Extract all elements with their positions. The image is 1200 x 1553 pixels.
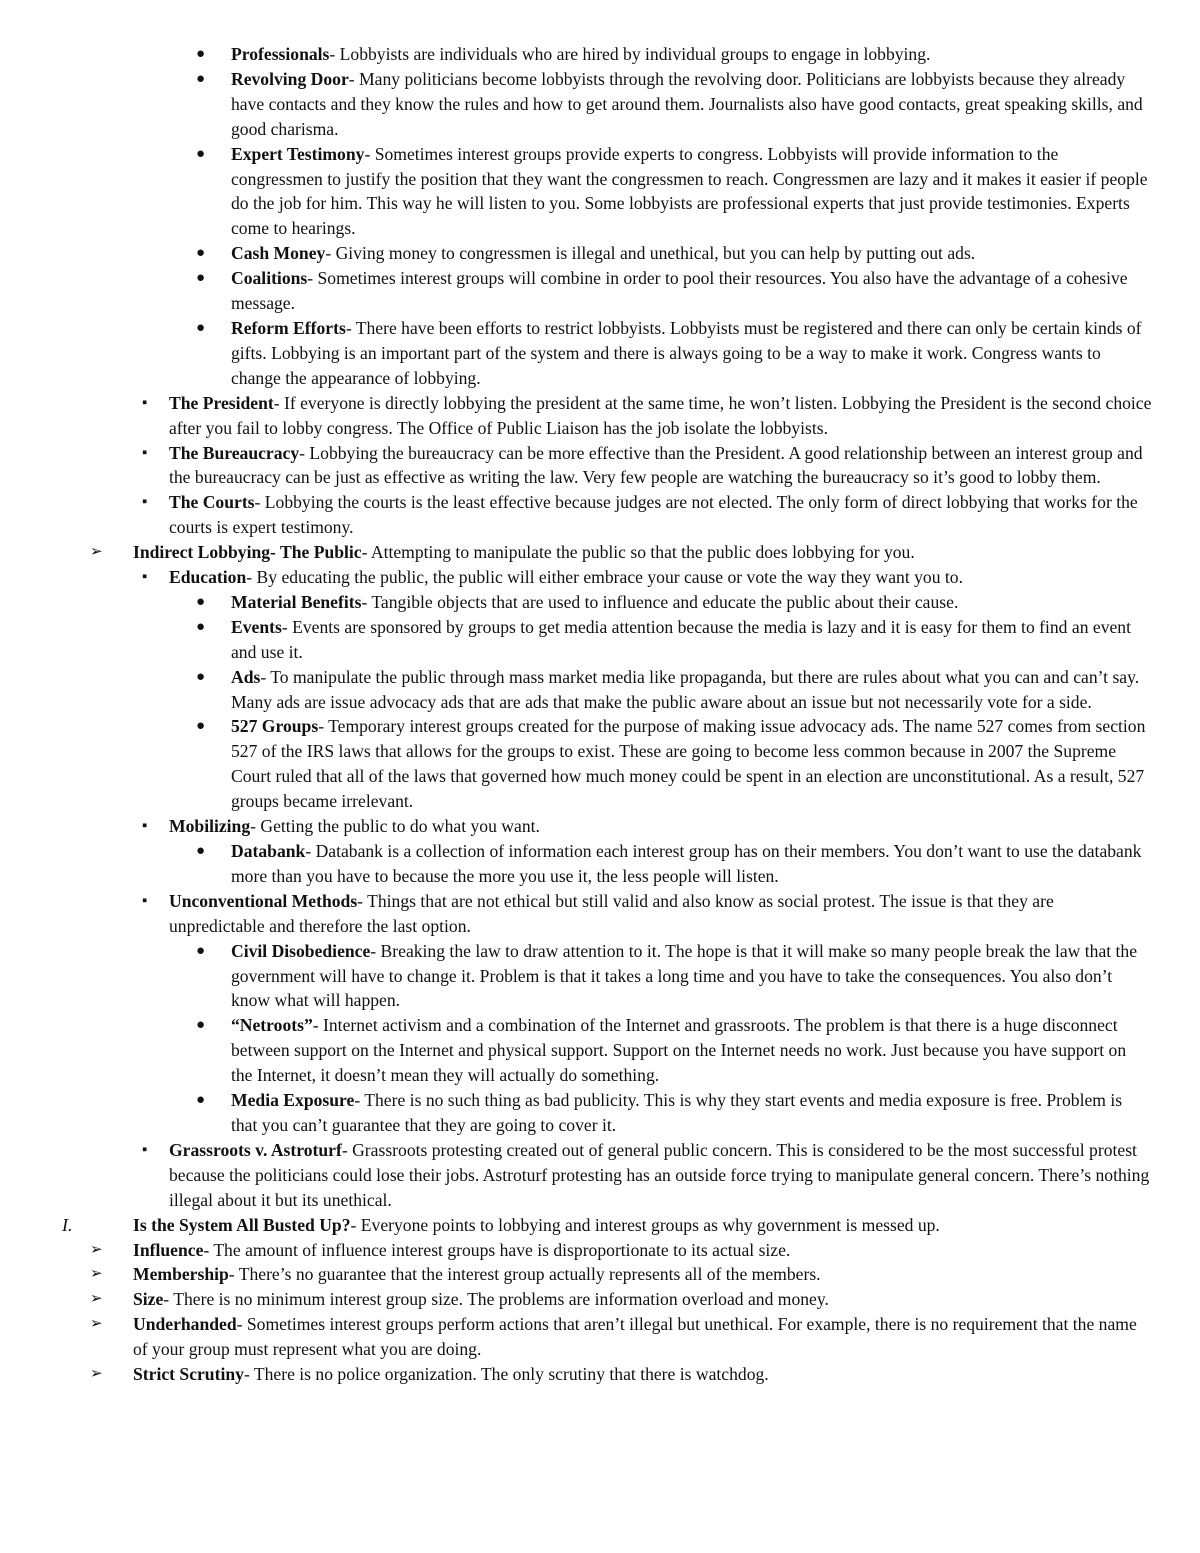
item-description: - Attempting to manipulate the public so that the public does lobbying for you. [361,542,915,563]
item-body [231,243,975,263]
item-description: - If everyone is directly lobbying the president at the same time, he won’t listen. Lobbying the President is the second choice after you fail to lobby congress. The Office of Public Liaison has the job isolate the lobbyists. [169,392,1152,438]
item-description: - There’s no guarantee that the interest group actually represents all of the members. [228,1264,821,1285]
item-body [133,1264,821,1284]
item-body [231,841,1141,886]
outline-item [0,67,1200,142]
item-term: The Bureaucracy [169,442,300,463]
item-term: The President [169,392,274,413]
item-description: - Databank is a collection of information each interest group has on their members. You don’t want to use the databank more than you have to because the more you use it, the less people will listen. [231,841,1142,886]
item-term: Is the System All Busted Up? [133,1214,351,1235]
bullet-marker: ● [196,319,206,336]
item-term: Mobilizing [169,816,251,837]
document-body [0,42,1200,1387]
item-term: Membership [133,1264,229,1285]
item-body [231,1015,1126,1085]
bullet-marker: ➢ [90,1241,103,1258]
item-description: - Lobbyists are individuals who are hired by individual groups to engage in lobbying. [329,44,931,64]
item-body [231,44,930,64]
item-body [133,1240,790,1260]
item-body [231,268,1128,313]
bullet-marker: ● [196,245,206,262]
item-term: Civil Disobedience [231,940,371,961]
bullet-marker: ▪ [142,818,148,835]
item-term: Ads [231,666,261,687]
item-description: - Tangible objects that are used to influence and educate the public about their cause. [361,591,959,612]
outline-item [0,1238,1200,1263]
item-term: Material Benefits [231,591,362,612]
outline-item [0,839,1200,889]
item-description: - Grassroots protesting created out of general public concern. This is considered to be the most successful protest because the politicians could lose their jobs. Astroturf protesting has an outside force trying to manipulate general concern. There’s nothing illegal about it but its unethical. [169,1139,1150,1210]
outline-item [0,1138,1200,1213]
item-term: Grassroots v. Astroturf [169,1139,342,1160]
item-body [133,1215,940,1235]
bullet-marker: ● [196,593,206,610]
item-body [231,941,1137,1011]
item-body [133,1364,769,1384]
bullet-marker: ▪ [142,394,148,411]
item-term: Professionals [231,44,330,64]
item-body [231,144,1148,239]
item-description: - Lobbying the bureaucracy can be more effective than the President. A good relationship between an interest group and the bureaucracy can be just as effective as writing the law. Very few people are watching the bureaucracy so it’s good to lobby them. [169,442,1143,488]
outline-item [0,441,1200,491]
item-description: - Internet activism and a combination of the Internet and grassroots. The problem is that there is a huge disconnect between support on the Internet and physical support. Support on the Internet needs no work. Just because you have support on the Internet, it doesn’t mean they will actually do something. [231,1015,1127,1086]
item-description: - Things that are not ethical but still valid and also know as social protest. The issue is that they are unpredictable and therefore the last option. [169,890,1054,936]
outline-item [0,540,1200,565]
bullet-marker: ▪ [142,494,148,511]
item-body [231,1090,1122,1135]
item-body [169,492,1138,537]
item-body [231,667,1139,712]
item-description: - Everyone points to lobbying and interest groups as why government is messed up. [350,1214,940,1235]
outline-item [0,939,1200,1014]
item-description: - Giving money to congressmen is illegal and unethical, but you can help by putting out ads. [325,243,976,264]
bullet-marker: ● [196,1092,206,1109]
outline-item [0,490,1200,540]
bullet-marker: ▪ [142,444,148,461]
item-description: - The amount of influence interest groups have is disproportionate to its actual size. [203,1239,791,1260]
outline-item [0,1213,1200,1238]
item-body [133,1289,829,1309]
roman-numeral: I. [62,1214,73,1235]
item-body [133,542,915,562]
item-term: Events [231,616,282,637]
outline-item [0,565,1200,590]
outline-item [0,316,1200,391]
bullet-marker: ➢ [90,1366,103,1383]
outline-item [0,391,1200,441]
item-description: - Lobbying the courts is the least effective because judges are not elected. The only form of direct lobbying that works for the courts is expert testimony. [169,492,1138,538]
outline-item [0,1312,1200,1362]
item-term: Education [169,567,247,588]
outline-item [0,241,1200,266]
outline-item [0,714,1200,814]
outline-item [0,1287,1200,1312]
item-term: Reform Efforts [231,317,346,338]
outline-item [0,1088,1200,1138]
item-body [169,443,1143,488]
outline-item [0,266,1200,316]
item-body [169,567,963,587]
outline-item [0,889,1200,939]
bullet-marker: ● [196,1017,206,1034]
item-description: - Many politicians become lobbyists through the revolving door. Politicians are lobbyists because they already have contacts and they know the rules and how to get around them. Journalists also have good contacts, great speaking skills, and good charisma. [231,68,1143,139]
item-description: - Sometimes interest groups will combine in order to pool their resources. You also have the advantage of a cohesive message. [231,268,1128,314]
item-body [231,617,1131,662]
outline-item [0,665,1200,715]
item-description: - Temporary interest groups created for the purpose of making issue advocacy ads. The name 527 comes from section 527 of the IRS laws that allows for the groups to exist. These are going to become less common because in 2007 the Supreme Court ruled that all of the laws that governed how much money could be spent in an election are unconstitutional. As a result, 527 groups became irrelevant. [231,716,1146,812]
item-description: - There have been efforts to restrict lobbyists. Lobbyists must be registered and there can only be certain kinds of gifts. Lobbying is an important part of the system and there is always going to be a way to make it work. Congress wants to change the appearance of lobbying. [231,317,1142,388]
bullet-marker: ▪ [142,892,148,909]
outline-item [0,1013,1200,1088]
item-term: Indirect Lobbying- The Public [133,542,362,563]
item-body [169,816,540,836]
item-description: - There is no police organization. The only scrutiny that there is watchdog. [243,1364,769,1385]
item-body [169,393,1151,438]
item-term: Expert Testimony [231,143,365,164]
outline-item [0,1362,1200,1387]
item-description: - By educating the public, the public will either embrace your cause or vote the way they want you to. [246,567,963,588]
bullet-marker: ● [196,70,206,87]
outline-item [0,590,1200,615]
item-term: The Courts [169,492,255,513]
outline-item [0,142,1200,242]
item-description: - To manipulate the public through mass market media like propaganda, but there are rules about what you can and can’t say. Many ads are issue advocacy ads that are ads that make the public aware about an issue but not necessarily vote for a side. [231,666,1140,712]
bullet-marker: ● [196,618,206,635]
item-term: Cash Money [231,243,326,264]
outline-item [0,615,1200,665]
item-term: Influence [133,1239,204,1260]
bullet-marker: ● [196,145,206,162]
outline-item [0,42,1200,67]
item-body [169,891,1054,936]
bullet-marker: ▪ [142,569,148,586]
item-body [231,69,1143,139]
item-term: Size [133,1289,164,1310]
bullet-marker: ▪ [142,1141,148,1158]
item-term: 527 Groups [231,716,319,737]
item-description: - There is no minimum interest group size. The problems are information overload and money. [163,1289,829,1310]
bullet-marker: ● [196,46,206,62]
bullet-marker: ● [196,843,206,859]
item-term: Underhanded [133,1314,237,1335]
bullet-marker: ● [196,270,206,287]
bullet-marker: ➢ [90,1291,103,1308]
item-term: Unconventional Methods [169,890,358,911]
item-body [231,716,1145,811]
bullet-marker: ➢ [90,1266,103,1283]
bullet-marker: ➢ [90,544,103,561]
item-description: - Sometimes interest groups perform actions that aren’t illegal but unethical. For example, there is no requirement that the name of your group must represent what you are doing. [133,1314,1137,1360]
item-term: Media Exposure [231,1090,355,1111]
bullet-marker: ● [196,942,206,959]
bullet-marker: ● [196,668,206,685]
item-body [133,1314,1137,1359]
outline-item [0,1262,1200,1287]
item-description: - Getting the public to do what you want. [250,816,540,837]
item-description: - Events are sponsored by groups to get media attention because the media is lazy and it is easy for them to find an event and use it. [231,616,1131,662]
item-term: Strict Scrutiny [133,1364,244,1385]
bullet-marker: ➢ [90,1316,103,1333]
item-description: - Breaking the law to draw attention to it. The hope is that it will make so many people break the law that the government will have to change it. Problem is that it takes a long time and you have to take the consequences. You also don’t know what will happen. [231,940,1138,1011]
item-term: Revolving Door [231,68,349,89]
bullet-marker: ● [196,718,206,735]
item-description: - There is no such thing as bad publicity. This is why they start events and media exposure is free. Problem is that you can’t guarantee that they are going to cover it. [231,1090,1123,1135]
item-body [169,1140,1149,1210]
item-body [231,318,1142,388]
item-term: Coalitions [231,268,308,289]
outline-item [0,814,1200,839]
item-body [231,592,958,612]
item-term: “Netroots” [231,1015,313,1036]
item-description: - Sometimes interest groups provide experts to congress. Lobbyists will provide information to the congressmen to justify the position that they want the congressmen to reach. Congressmen are lazy and it makes it easier if people do the job for him. This way he will listen to you. Some lobbyists are professional experts that just provide testimonies. Experts come to hearings. [231,143,1148,239]
item-term: Databank [231,841,306,861]
